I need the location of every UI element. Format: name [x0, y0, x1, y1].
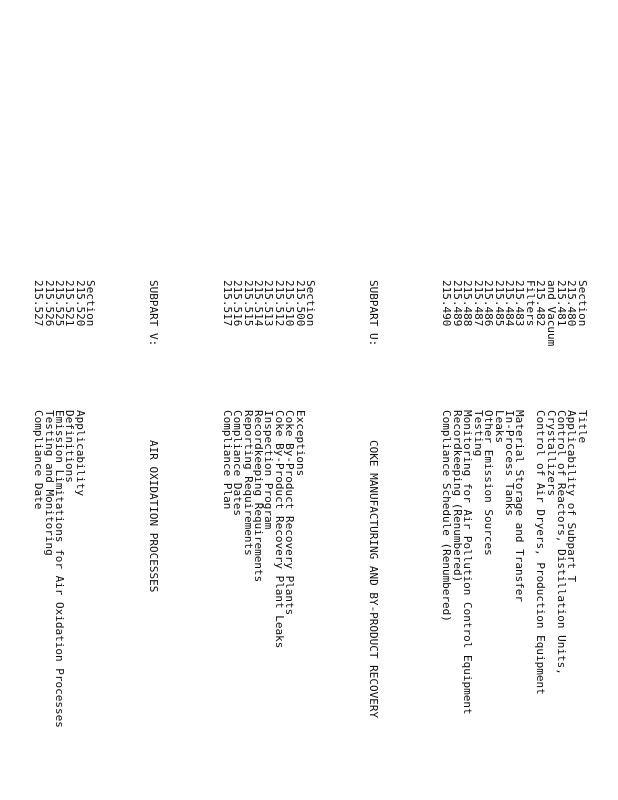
- section-number: 215.526: [42, 280, 56, 327]
- section-number: 215.515: [241, 280, 255, 327]
- section-number: 215.485: [492, 280, 506, 327]
- section-entry: [231, 280, 245, 800]
- section-number: 215.513: [262, 280, 276, 327]
- table-of-contents: [32, 280, 618, 800]
- section-entry: [452, 280, 462, 800]
- section-title: Compliance Schedule (Renumbered): [440, 410, 454, 622]
- section-number: 215.486: [482, 280, 496, 327]
- section-title: Compliance Dates: [231, 410, 245, 516]
- section-number: 215.481: [554, 280, 568, 327]
- section-title: Compliance Date: [32, 410, 46, 510]
- section-number: Section: [84, 280, 98, 327]
- section-entry: [304, 280, 318, 800]
- section-number: Section: [304, 280, 318, 327]
- section-entry: [534, 280, 548, 800]
- section-number: 215.480: [565, 280, 579, 327]
- section-number: 215.500: [293, 280, 307, 327]
- section-title: Control of Air Dryers, Production Equipment: [534, 410, 548, 695]
- section-number: 215.489: [450, 280, 464, 327]
- section-number: 215.510: [283, 280, 297, 327]
- section-title: Applicability: [73, 410, 87, 497]
- subpart-u-section-list: [220, 280, 318, 800]
- section-title: Testing: [471, 410, 485, 457]
- section-title: Other Emission Sources: [482, 410, 496, 556]
- section-number: 215.514: [252, 280, 265, 327]
- section-number: Section: [575, 280, 589, 327]
- section-number: 215.487: [471, 280, 485, 327]
- section-number: 215.520: [73, 280, 87, 327]
- section-entry: [272, 280, 286, 800]
- subpart-u-title: COKE MANUFACTURING AND BY-PRODUCT RECOVERY: [367, 440, 381, 719]
- section-title: Reporting Requirements: [241, 410, 255, 556]
- section-title: Compliance Plan: [220, 410, 234, 510]
- section-entry: [241, 280, 255, 800]
- section-title: In-Process Tanks: [502, 410, 516, 516]
- section-title: Emission Limitations for Air Oxidation Processes: [53, 410, 67, 728]
- subpart-v-label: SUBPART V:: [147, 280, 161, 347]
- section-title: Recordkeeping Requirements: [252, 410, 265, 583]
- section-title: Coke By-Product Recovery Plant Leaks: [272, 410, 286, 649]
- section-number: 215.521: [63, 280, 77, 327]
- section-title: Leaks: [492, 410, 506, 444]
- section-entry: [32, 280, 46, 800]
- section-title: Monitoring for Air Pollution Control Equipment: [461, 410, 475, 715]
- section-number: 215.488: [461, 280, 475, 327]
- section-number: 215.512: [272, 280, 286, 327]
- section-number: 215.490: [440, 280, 454, 327]
- section-number: 215.483: [513, 280, 527, 327]
- subpart-t-section-list: [441, 280, 587, 800]
- section-number: 215.527: [32, 280, 46, 327]
- section-entry: [75, 280, 85, 800]
- section-title: Recordkeeping (Renumbered): [450, 410, 464, 583]
- section-title: Definitions: [63, 410, 77, 483]
- section-number: 215.484: [502, 280, 516, 327]
- section-number: 215.516: [231, 280, 245, 327]
- section-title: Crystallizers: [544, 410, 558, 497]
- section-entry: [482, 280, 496, 800]
- section-title: Control of Reactors, Distillation Units,: [554, 410, 568, 675]
- subpart-v-title: AIR OXIDATION PROCESSES: [147, 440, 161, 593]
- section-title: Testing and Monitoring: [42, 410, 56, 556]
- section-entry: [556, 280, 566, 800]
- section-title: Coke By-Product Recovery Plants: [283, 410, 297, 616]
- section-number: and Vacuum: [544, 280, 558, 347]
- section-number: 215.517: [220, 280, 234, 327]
- section-number: 215.482: [534, 280, 548, 327]
- subpart-u-label: SUBPART U:: [367, 280, 381, 347]
- section-title: Applicability of Subpart T: [565, 410, 579, 583]
- section-title: Exceptions: [293, 410, 307, 477]
- section-title: Inspection Program: [262, 410, 276, 530]
- section-title: Material Storage and Transfer: [513, 410, 527, 603]
- section-entry: [220, 280, 234, 800]
- section-number: Filters: [523, 280, 537, 327]
- section-entry: [84, 280, 98, 800]
- subpart-u-heading: [367, 280, 381, 800]
- section-entry: [513, 280, 527, 800]
- section-number: 215.525: [53, 280, 67, 327]
- subpart-v-heading: [147, 280, 161, 800]
- section-entry: [440, 280, 454, 800]
- subpart-v-section-list: [32, 280, 98, 800]
- section-title: Title: [575, 410, 589, 444]
